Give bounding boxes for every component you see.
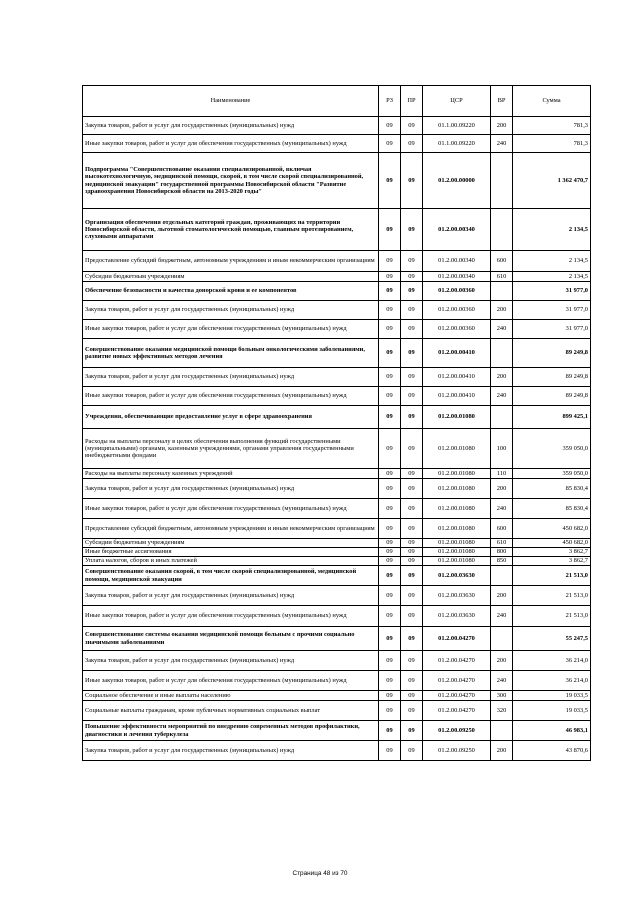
row-rz: 09 <box>379 721 401 741</box>
row-rz: 09 <box>379 627 401 651</box>
row-sum: 2 134,5 <box>513 209 591 251</box>
row-pr: 09 <box>401 651 423 671</box>
row-csr: 01.2.00.01080 <box>423 548 491 557</box>
row-sum: 21 513,0 <box>513 566 591 586</box>
header-sum: Сумма <box>513 86 591 117</box>
row-pr: 09 <box>401 701 423 721</box>
row-pr: 09 <box>401 721 423 741</box>
row-sum: 55 247,5 <box>513 627 591 651</box>
row-pr: 09 <box>401 135 423 153</box>
row-sum: 89 249,8 <box>513 368 591 387</box>
row-csr: 01.2.00.01080 <box>423 469 491 479</box>
row-name: Иные закупки товаров, работ и услуг для обеспечения государственных (муниципальных) нужд <box>83 499 379 519</box>
row-vr: 320 <box>491 701 513 721</box>
table-header-row <box>83 86 591 117</box>
table-row <box>83 479 591 499</box>
row-rz: 09 <box>379 741 401 761</box>
row-sum: 2 134,5 <box>513 251 591 272</box>
row-vr: 200 <box>491 117 513 135</box>
row-csr: 01.2.00.00360 <box>423 301 491 320</box>
row-csr: 01.2.00.03630 <box>423 566 491 586</box>
row-name: Закупка товаров, работ и услуг для государственных (муниципальных) нужд <box>83 117 379 135</box>
row-vr: 200 <box>491 301 513 320</box>
row-rz: 09 <box>379 387 401 406</box>
row-vr: 240 <box>491 671 513 691</box>
row-sum: 31 977,0 <box>513 320 591 339</box>
table-row <box>83 282 591 301</box>
row-vr: 240 <box>491 320 513 339</box>
row-pr: 09 <box>401 519 423 539</box>
row-csr: 01.2.00.00410 <box>423 368 491 387</box>
header-pr: ПР <box>401 86 423 117</box>
row-csr: 01.2.00.00360 <box>423 320 491 339</box>
row-csr: 01.2.00.00410 <box>423 339 491 368</box>
row-pr: 09 <box>401 209 423 251</box>
row-pr: 09 <box>401 691 423 701</box>
row-sum: 89 249,8 <box>513 387 591 406</box>
row-csr: 01.1.00.09220 <box>423 117 491 135</box>
row-name: Закупка товаров, работ и услуг для государственных (муниципальных) нужд <box>83 741 379 761</box>
row-sum: 3 862,7 <box>513 548 591 557</box>
row-csr: 01.1.00.09220 <box>423 135 491 153</box>
row-pr: 09 <box>401 566 423 586</box>
row-pr: 09 <box>401 479 423 499</box>
row-pr: 09 <box>401 606 423 627</box>
row-rz: 09 <box>379 251 401 272</box>
row-name: Иные закупки товаров, работ и услуг для обеспечения государственных (муниципальных) нужд <box>83 606 379 627</box>
table-row <box>83 691 591 701</box>
row-csr: 01.2.00.03630 <box>423 606 491 627</box>
row-sum: 450 682,0 <box>513 539 591 548</box>
row-rz: 09 <box>379 320 401 339</box>
row-name: Закупка товаров, работ и услуг для государственных (муниципальных) нужд <box>83 479 379 499</box>
table-row <box>83 209 591 251</box>
row-csr: 01.2.00.01080 <box>423 519 491 539</box>
header-rz: РЗ <box>379 86 401 117</box>
row-vr: 850 <box>491 557 513 566</box>
table-row <box>83 519 591 539</box>
row-rz: 09 <box>379 651 401 671</box>
row-pr: 09 <box>401 539 423 548</box>
row-rz: 09 <box>379 469 401 479</box>
table-row <box>83 368 591 387</box>
row-name: Закупка товаров, работ и услуг для государственных (муниципальных) нужд <box>83 586 379 606</box>
row-csr: 01.2.00.09250 <box>423 721 491 741</box>
row-sum: 899 425,1 <box>513 406 591 429</box>
row-sum: 359 050,0 <box>513 469 591 479</box>
row-name: Закупка товаров, работ и услуг для государственных (муниципальных) нужд <box>83 368 379 387</box>
row-pr: 09 <box>401 499 423 519</box>
row-rz: 09 <box>379 135 401 153</box>
row-rz: 09 <box>379 282 401 301</box>
table-row <box>83 741 591 761</box>
row-name: Закупка товаров, работ и услуг для государственных (муниципальных) нужд <box>83 651 379 671</box>
table-row <box>83 499 591 519</box>
row-csr: 01.2.00.00000 <box>423 153 491 209</box>
row-csr: 01.2.00.01080 <box>423 479 491 499</box>
row-vr: 610 <box>491 539 513 548</box>
row-vr <box>491 721 513 741</box>
header-vr: ВР <box>491 86 513 117</box>
row-csr: 01.2.00.01080 <box>423 429 491 469</box>
row-pr: 09 <box>401 548 423 557</box>
row-vr: 300 <box>491 691 513 701</box>
table-row <box>83 701 591 721</box>
row-sum: 89 249,8 <box>513 339 591 368</box>
row-sum: 85 830,4 <box>513 479 591 499</box>
row-sum: 31 977,0 <box>513 282 591 301</box>
row-pr: 09 <box>401 586 423 606</box>
row-name: Иные закупки товаров, работ и услуг для обеспечения государственных (муниципальных) нужд <box>83 320 379 339</box>
row-pr: 09 <box>401 387 423 406</box>
row-csr: 01.2.00.01080 <box>423 557 491 566</box>
row-rz: 09 <box>379 606 401 627</box>
table-row <box>83 406 591 429</box>
row-rz: 09 <box>379 272 401 282</box>
row-sum: 85 830,4 <box>513 499 591 519</box>
row-csr: 01.2.00.04270 <box>423 627 491 651</box>
row-name: Расходы на выплаты персоналу казенных учреждений <box>83 469 379 479</box>
row-rz: 09 <box>379 586 401 606</box>
row-name: Субсидии бюджетным учреждениям <box>83 539 379 548</box>
table-row <box>83 339 591 368</box>
row-pr: 09 <box>401 469 423 479</box>
row-rz: 09 <box>379 671 401 691</box>
row-name: Уплата налогов, сборов и иных платежей <box>83 557 379 566</box>
row-pr: 09 <box>401 339 423 368</box>
row-rz: 09 <box>379 557 401 566</box>
row-pr: 09 <box>401 368 423 387</box>
table-row <box>83 586 591 606</box>
row-rz: 09 <box>379 566 401 586</box>
row-csr: 01.2.00.01080 <box>423 539 491 548</box>
row-vr: 200 <box>491 741 513 761</box>
row-name: Социальные выплаты гражданам, кроме публичных нормативных социальных выплат <box>83 701 379 721</box>
row-sum: 2 134,5 <box>513 272 591 282</box>
table-row <box>83 557 591 566</box>
row-pr: 09 <box>401 741 423 761</box>
row-pr: 09 <box>401 282 423 301</box>
row-rz: 09 <box>379 548 401 557</box>
row-csr: 01.2.00.00340 <box>423 251 491 272</box>
row-rz: 09 <box>379 519 401 539</box>
row-sum: 31 977,0 <box>513 301 591 320</box>
row-vr: 240 <box>491 499 513 519</box>
row-sum: 3 862,7 <box>513 557 591 566</box>
row-vr: 240 <box>491 387 513 406</box>
row-name: Предоставление субсидий бюджетным, автономным учреждениям и иным некоммерческим организациям <box>83 251 379 272</box>
row-csr: 01.2.00.01080 <box>423 406 491 429</box>
row-name: Подпрограмма "Совершенствование оказания специализированной, включая высокотехнологичную, медицинской помощи, скорой, в том числе скорой специализированной, медицинской эвакуации" государственной программы Новосибирской области "Развитие здравоохранения Новосибирской области на 2013-2020 годы" <box>83 153 379 209</box>
row-vr: 200 <box>491 651 513 671</box>
row-name: Учреждения, обеспечивающие предоставление услуг в сфере здравоохранения <box>83 406 379 429</box>
row-pr: 09 <box>401 251 423 272</box>
row-rz: 09 <box>379 499 401 519</box>
row-sum: 359 050,0 <box>513 429 591 469</box>
table-row <box>83 548 591 557</box>
table-row <box>83 539 591 548</box>
row-pr: 09 <box>401 320 423 339</box>
row-sum: 781,3 <box>513 135 591 153</box>
table-row <box>83 301 591 320</box>
table-row <box>83 429 591 469</box>
row-rz: 09 <box>379 691 401 701</box>
row-sum: 450 682,0 <box>513 519 591 539</box>
row-pr: 09 <box>401 117 423 135</box>
row-vr <box>491 339 513 368</box>
row-sum: 21 513,0 <box>513 606 591 627</box>
row-sum: 46 983,1 <box>513 721 591 741</box>
row-name: Расходы на выплаты персоналу в целях обеспечения выполнения функций государственными (муниципальными) органами, казенными учреждениями, органами управления государственными внебюджетными фондами <box>83 429 379 469</box>
row-rz: 09 <box>379 539 401 548</box>
row-name: Организация обеспечения отдельных категорий граждан, проживающих на территории Новосибирской области, льготной стоматологической помощью, главным протезированием, слуховыми аппаратами <box>83 209 379 251</box>
row-rz: 09 <box>379 339 401 368</box>
row-rz: 09 <box>379 429 401 469</box>
row-name: Обеспечение безопасности и качества донорской крови и ее компонентов <box>83 282 379 301</box>
row-name: Совершенствование оказания скорой, в том числе скорой специализированной, медицинской помощи, медицинской эвакуации <box>83 566 379 586</box>
table-row <box>83 627 591 651</box>
row-sum: 43 870,6 <box>513 741 591 761</box>
header-name: Наименование <box>83 86 379 117</box>
row-sum: 21 513,0 <box>513 586 591 606</box>
row-pr: 09 <box>401 301 423 320</box>
row-rz: 09 <box>379 209 401 251</box>
row-vr: 600 <box>491 519 513 539</box>
table-row <box>83 469 591 479</box>
row-vr: 240 <box>491 135 513 153</box>
row-vr: 200 <box>491 368 513 387</box>
row-csr: 01.2.00.03630 <box>423 586 491 606</box>
row-name: Иные бюджетные ассигнования <box>83 548 379 557</box>
row-csr: 01.2.00.04270 <box>423 701 491 721</box>
row-sum: 19 033,5 <box>513 701 591 721</box>
row-name: Иные закупки товаров, работ и услуг для обеспечения государственных (муниципальных) нужд <box>83 671 379 691</box>
row-sum: 19 033,5 <box>513 691 591 701</box>
budget-table <box>82 85 591 761</box>
row-vr: 110 <box>491 469 513 479</box>
table-row <box>83 606 591 627</box>
row-sum: 36 214,0 <box>513 671 591 691</box>
row-csr: 01.2.00.00360 <box>423 282 491 301</box>
row-vr <box>491 566 513 586</box>
row-vr: 200 <box>491 479 513 499</box>
row-csr: 01.2.00.01080 <box>423 499 491 519</box>
row-pr: 09 <box>401 671 423 691</box>
table-row <box>83 721 591 741</box>
table-row <box>83 251 591 272</box>
row-csr: 01.2.00.00410 <box>423 387 491 406</box>
table-body <box>83 117 591 761</box>
table-row <box>83 671 591 691</box>
row-pr: 09 <box>401 627 423 651</box>
row-vr <box>491 406 513 429</box>
row-rz: 09 <box>379 406 401 429</box>
row-rz: 09 <box>379 479 401 499</box>
page-number: Страница 48 из 70 <box>292 870 348 877</box>
row-csr: 01.2.00.04270 <box>423 691 491 701</box>
table-row <box>83 651 591 671</box>
row-vr: 100 <box>491 429 513 469</box>
row-csr: 01.2.00.00340 <box>423 209 491 251</box>
row-vr <box>491 209 513 251</box>
row-rz: 09 <box>379 117 401 135</box>
row-pr: 09 <box>401 429 423 469</box>
row-rz: 09 <box>379 153 401 209</box>
row-vr <box>491 627 513 651</box>
row-csr: 01.2.00.04270 <box>423 651 491 671</box>
row-csr: 01.2.00.00340 <box>423 272 491 282</box>
row-vr <box>491 282 513 301</box>
row-rz: 09 <box>379 701 401 721</box>
row-name: Предоставление субсидий бюджетным, автономным учреждениям и иным некоммерческим организациям <box>83 519 379 539</box>
row-name: Субсидии бюджетным учреждениям <box>83 272 379 282</box>
row-vr: 610 <box>491 272 513 282</box>
row-sum: 781,3 <box>513 117 591 135</box>
header-csr: ЦСР <box>423 86 491 117</box>
row-name: Закупка товаров, работ и услуг для государственных (муниципальных) нужд <box>83 301 379 320</box>
row-csr: 01.2.00.04270 <box>423 671 491 691</box>
row-vr <box>491 153 513 209</box>
row-vr: 800 <box>491 548 513 557</box>
table-row <box>83 135 591 153</box>
row-pr: 09 <box>401 272 423 282</box>
row-name: Совершенствование системы оказания медицинской помощи больным с прочими социально значимыми заболеваниями <box>83 627 379 651</box>
row-name: Иные закупки товаров, работ и услуг для обеспечения государственных (муниципальных) нужд <box>83 387 379 406</box>
row-name: Совершенствование оказания медицинской помощи больным онкологическими заболеваниями, развитие новых эффективных методов лечения <box>83 339 379 368</box>
row-sum: 1 362 470,7 <box>513 153 591 209</box>
row-rz: 09 <box>379 368 401 387</box>
row-pr: 09 <box>401 557 423 566</box>
row-csr: 01.2.00.09250 <box>423 741 491 761</box>
row-vr: 240 <box>491 606 513 627</box>
row-pr: 09 <box>401 406 423 429</box>
table-row <box>83 387 591 406</box>
table-row <box>83 153 591 209</box>
row-vr: 600 <box>491 251 513 272</box>
table-row <box>83 566 591 586</box>
table-row <box>83 117 591 135</box>
row-sum: 36 214,0 <box>513 651 591 671</box>
table-row <box>83 320 591 339</box>
table-row <box>83 272 591 282</box>
row-vr: 200 <box>491 586 513 606</box>
row-name: Иные закупки товаров, работ и услуг для обеспечения государственных (муниципальных) нужд <box>83 135 379 153</box>
row-name: Повышение эффективности мероприятий по внедрению современных методов профилактики, диагностики и лечения туберкулеза <box>83 721 379 741</box>
row-name: Социальное обеспечение и иные выплаты населению <box>83 691 379 701</box>
row-pr: 09 <box>401 153 423 209</box>
row-rz: 09 <box>379 301 401 320</box>
